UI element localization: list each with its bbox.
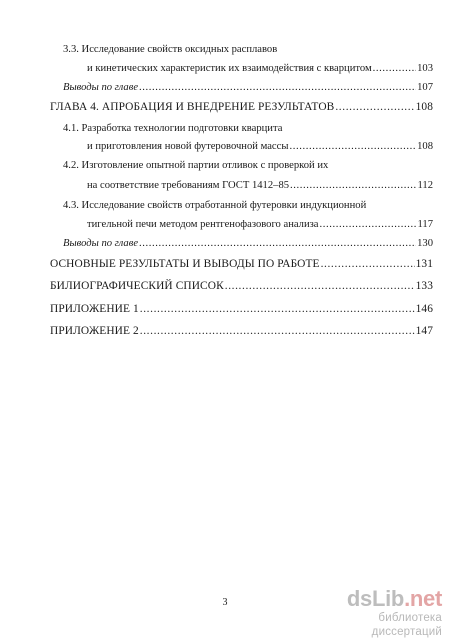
toc-page-number: 147 [415,325,433,337]
toc-entry-appendix-1 [50,303,433,316]
toc-leader-dots [290,179,416,192]
toc-leader-dots [289,140,416,153]
toc-entry-appendix-2 [50,325,433,338]
toc-entry-text: 4.2. Изготовление опытной партии отливок с проверкой их [63,160,329,171]
toc-leader-dots [225,280,415,293]
toc-page-number: 146 [415,303,433,315]
toc-entry-text: 4.3. Исследование свойств отработанной футеровки индукционной [63,200,367,211]
watermark [322,586,442,638]
toc-page-number: 117 [417,219,433,230]
toc-entry-text: тигельной печи методом рентгенофазового анализа [87,219,319,230]
toc-leader-dots [139,81,416,94]
toc-entry-3-3-line1 [63,43,277,56]
toc-leader-dots [140,325,415,338]
toc-entry-bibliography [50,280,433,293]
toc-entry-4-3-line1 [63,199,366,212]
toc-entry-3-3-line2 [87,62,433,75]
toc-page-number: 107 [417,82,433,93]
toc-leader-dots [373,62,416,75]
watermark-subtitle: библиотека диссертаций [371,612,442,638]
toc-entry-4-1-line2 [87,140,433,153]
toc-entry-text: и кинетических характеристик их взаимодействия с кварцитом [87,63,372,74]
toc-page-number: 108 [417,141,433,152]
toc-entry-text: 4.1. Разработка технологии подготовки кварцита [63,123,283,134]
toc-entry-4-2-line2 [87,179,433,192]
toc-page-number: 108 [415,101,433,113]
toc-entry-text: и приготовления новой футеровочной массы [87,141,289,152]
toc-leader-dots [139,237,416,250]
toc-entry-chapter4-conclusions [63,237,433,250]
toc-leader-dots [320,218,417,231]
toc-entry-chapter3-conclusions [63,81,433,94]
toc-entry-text: ПРИЛОЖЕНИЕ 1 [50,303,139,315]
toc-entry-text: Выводы по главе [63,82,139,93]
toc-entry-text: 3.3. Исследование свойств оксидных расплавов [63,44,278,55]
toc-entry-text: ОСНОВНЫЕ РЕЗУЛЬТАТЫ И ВЫВОДЫ ПО РАБОТЕ [50,258,320,270]
toc-page-number: 112 [417,180,433,191]
toc-entry-main-results [50,258,433,271]
toc-entry-4-1-line1 [63,122,282,135]
watermark-logo-main: dsLib [346,586,405,611]
toc-entry-text: Выводы по главе [63,238,139,249]
toc-leader-dots [140,303,415,316]
toc-page-number: 130 [417,238,433,249]
toc-page-number: 133 [415,280,433,292]
toc-entry-text: БИЛИОГРАФИЧЕСКИЙ СПИСОК [50,280,224,292]
toc-entry-text: на соответствие требованиям ГОСТ 1412–85 [87,180,290,191]
toc-page-number: 131 [415,258,433,270]
toc-page-number: 103 [417,63,433,74]
toc-entry-4-3-line2 [87,218,433,231]
toc-entry-text: ПРИЛОЖЕНИЕ 2 [50,325,139,337]
watermark-logo-tld: .net [404,586,442,611]
toc-entry-text: ГЛАВА 4. АПРОБАЦИЯ И ВНЕДРЕНИЕ РЕЗУЛЬТАТОВ [50,101,335,113]
watermark-logo [322,587,442,611]
toc-leader-dots [321,258,415,271]
toc-entry-chapter-4 [50,101,433,114]
page-number: 3 [222,597,228,608]
toc-entry-4-2-line1 [63,159,328,172]
toc-leader-dots [335,101,414,114]
